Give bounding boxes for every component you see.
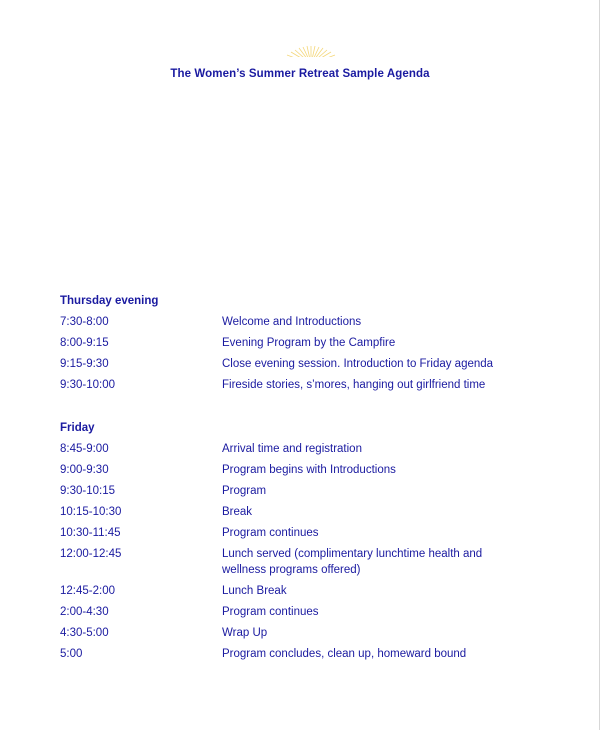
agenda-row [60,441,560,457]
page-title: The Women’s Summer Retreat Sample Agenda [170,68,430,80]
row-activity: Program [222,485,267,497]
row-time: 9:30-10:15 [60,485,115,497]
section-heading: Thursday evening [60,295,159,307]
row-time: 12:00-12:45 [60,548,122,560]
agenda-row [60,335,560,351]
agenda-row [60,625,560,641]
row-activity: Program continues [222,527,319,539]
agenda-row [60,462,560,478]
agenda-row [60,525,560,541]
row-activity: Program continues [222,606,319,618]
row-time: 2:00-4:30 [60,606,109,618]
row-time: 10:30-11:45 [60,527,121,539]
row-activity: Lunch served (complimentary lunchtime health and wellness programs offered) [222,548,483,576]
row-time: 8:45-9:00 [60,443,109,455]
row-time: 9:15-9:30 [60,358,109,370]
agenda-row [60,546,560,578]
row-time: 8:00-9:15 [60,337,109,349]
agenda-row [60,356,560,372]
row-activity: Close evening session. Introduction to Friday agenda [222,358,494,370]
row-activity: Arrival time and registration [222,443,362,455]
section-heading: Friday [60,422,95,434]
agenda-row [60,377,560,393]
row-time: 9:30-10:00 [60,379,115,391]
section-friday [60,419,560,667]
agenda-row [60,504,560,520]
sun-rays-icon [280,44,342,64]
row-activity: Evening Program by the Campfire [222,337,396,349]
row-activity: Break [222,506,253,518]
row-time: 9:00-9:30 [60,464,109,476]
row-time: 7:30-8:00 [60,316,109,328]
row-activity: Program begins with Introductions [222,464,396,476]
row-activity: Fireside stories, s’mores, hanging out girlfriend time [222,379,486,391]
section-thursday-evening [60,292,560,398]
agenda-row [60,604,560,620]
agenda-row [60,483,560,499]
row-activity: Program concludes, clean up, homeward bound [222,648,467,660]
agenda-row [60,646,560,662]
row-activity: Wrap Up [222,627,268,639]
row-time: 5:00 [60,648,83,660]
row-time: 4:30-5:00 [60,627,109,639]
row-activity: Lunch Break [222,585,287,597]
agenda-row [60,583,560,599]
row-time: 12:45-2:00 [60,585,115,597]
row-activity: Welcome and Introductions [222,316,362,328]
row-time: 10:15-10:30 [60,506,122,518]
agenda-row [60,314,560,330]
